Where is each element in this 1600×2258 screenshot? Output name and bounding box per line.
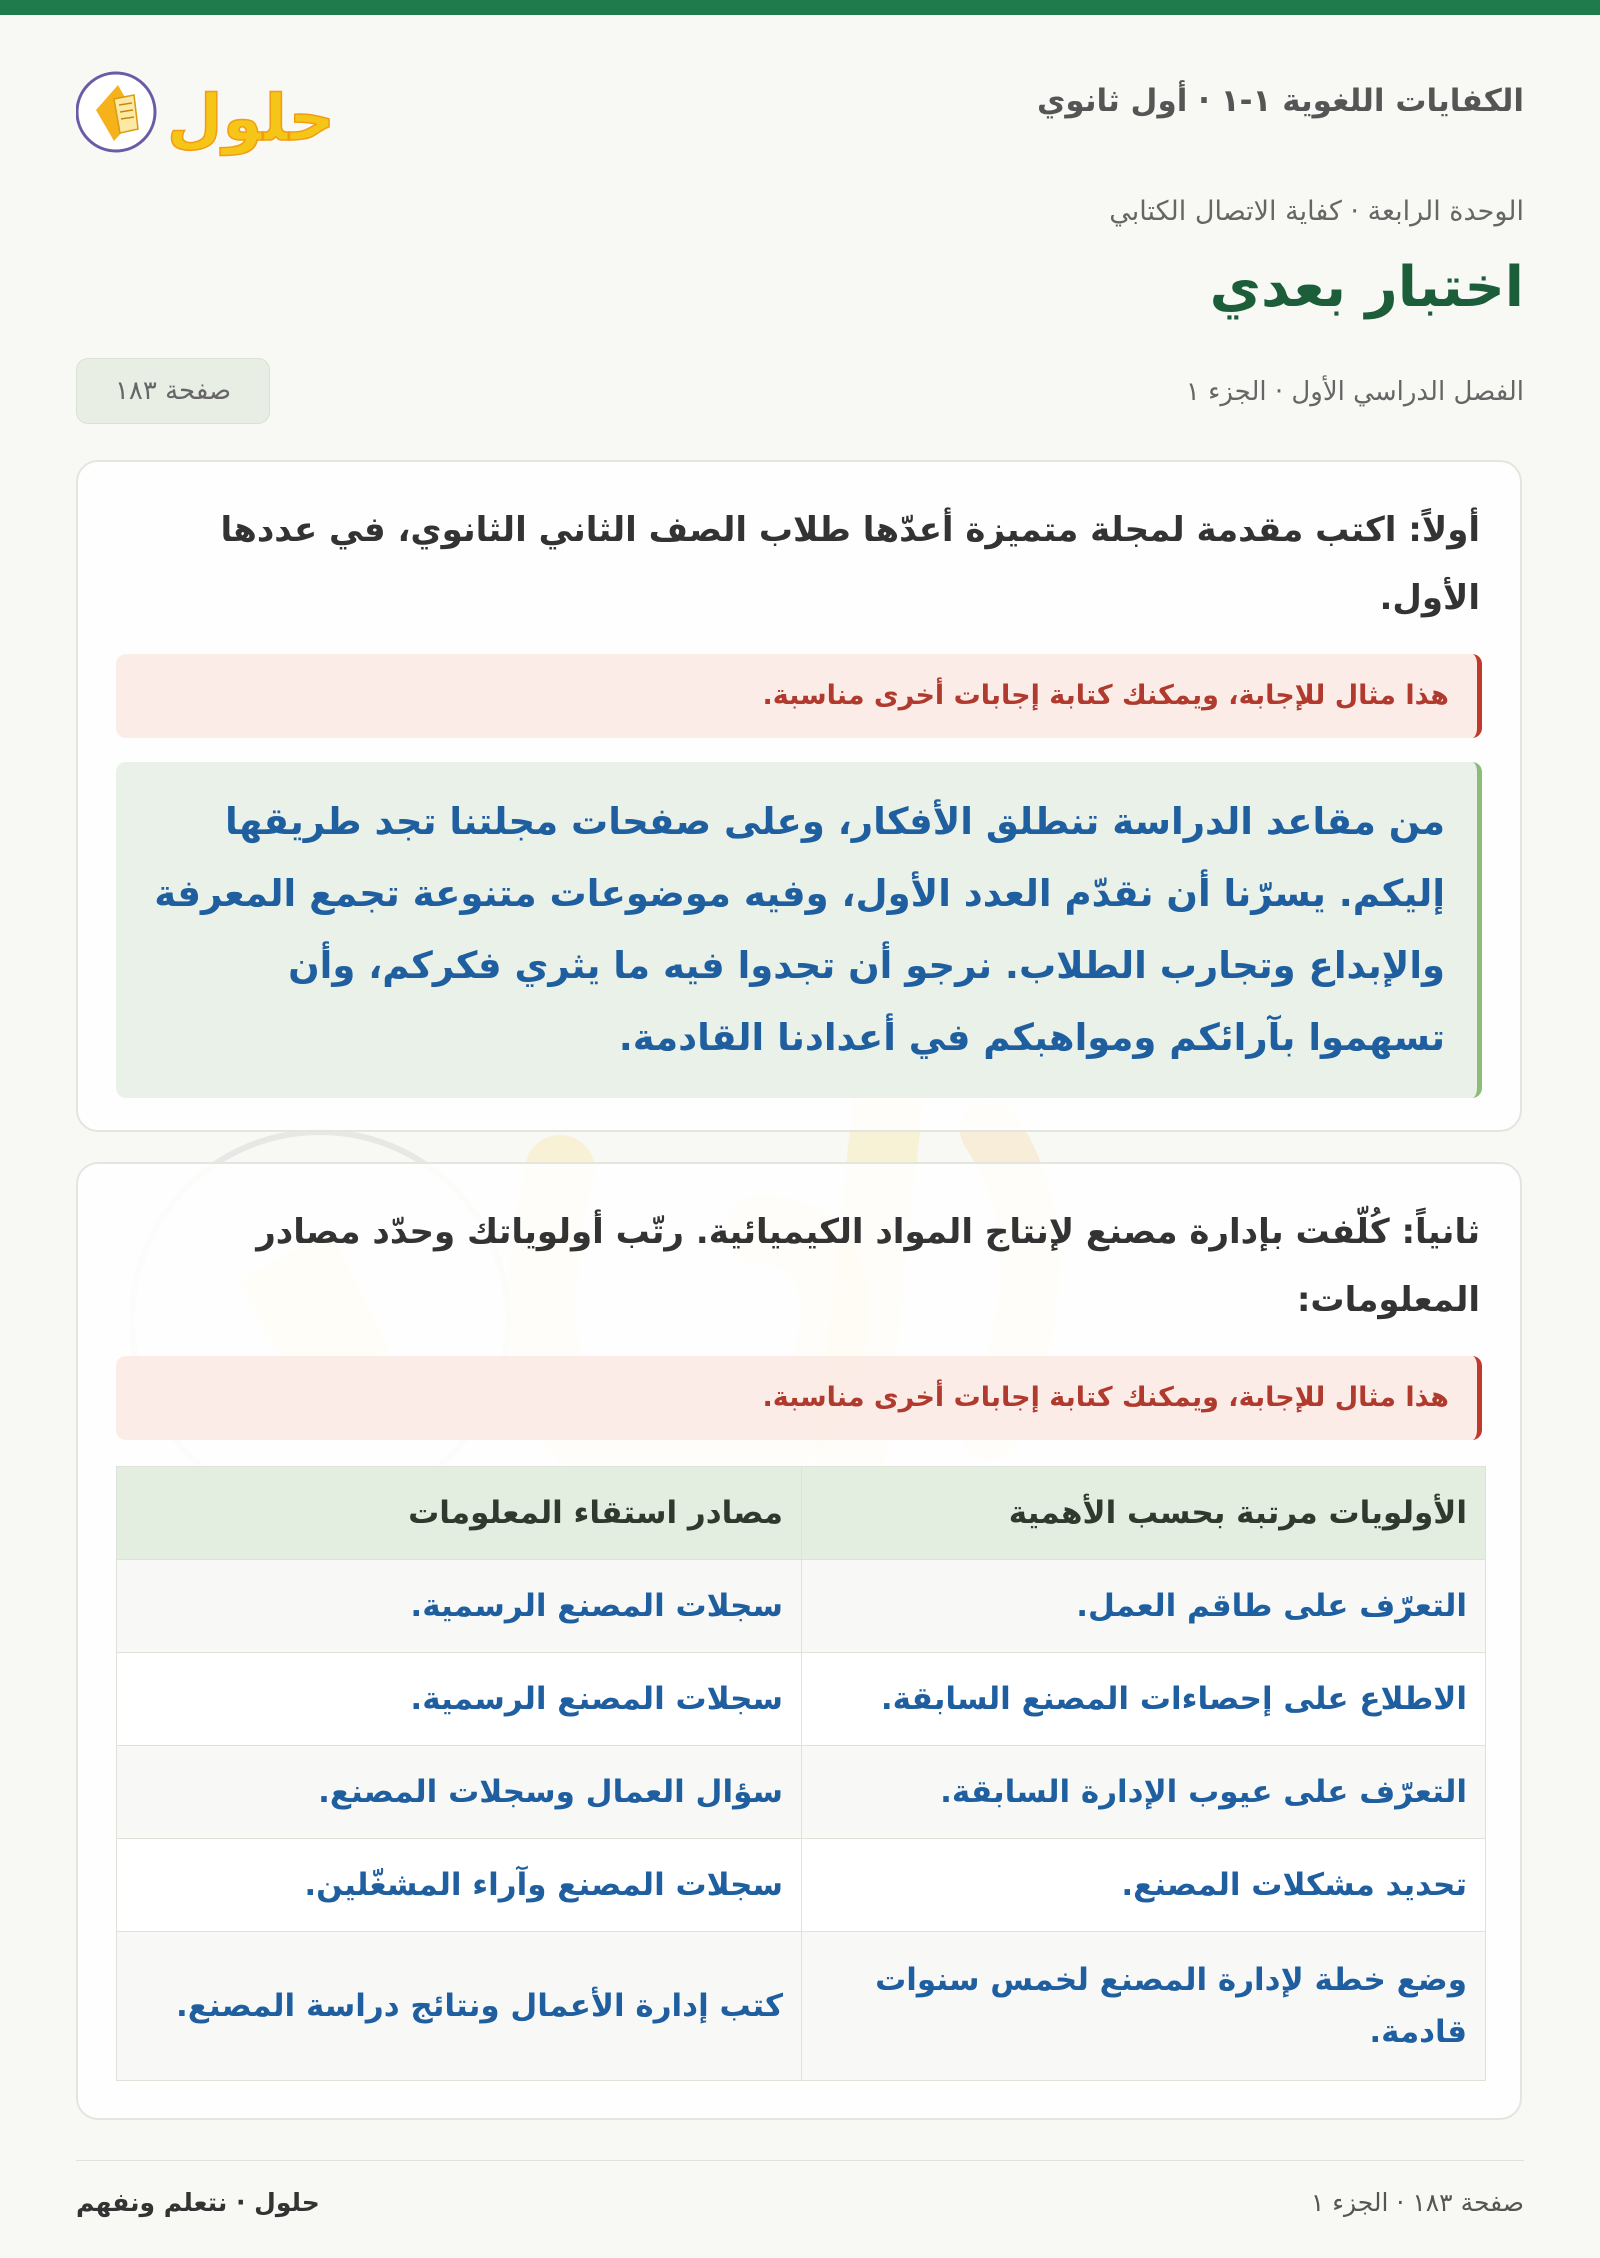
priority-cell: وضع خطة لإدارة المصنع لخمس سنوات قادمة. xyxy=(802,1932,1486,2081)
footer-divider xyxy=(76,2160,1524,2161)
table-row xyxy=(117,1746,1486,1839)
question-card-1 xyxy=(76,460,1522,1132)
table-header-row xyxy=(117,1467,1486,1560)
table-row xyxy=(117,1932,1486,2081)
source-cell: سجلات المصنع الرسمية. xyxy=(117,1560,802,1653)
footer-page-info: صفحة ١٨٣ · الجزء ١ xyxy=(1310,2188,1524,2217)
priority-cell: التعرّف على طاقم العمل. xyxy=(802,1560,1486,1653)
footer-brand: حلول · نتعلم ونفهم xyxy=(76,2188,320,2217)
hulul-logo-icon[interactable] xyxy=(76,55,336,165)
logo-text: حلول xyxy=(167,82,335,156)
source-cell: سؤال العمال وسجلات المصنع. xyxy=(117,1746,802,1839)
page-title: اختبار بعدي xyxy=(1209,255,1524,320)
question-2-text: ثانياً: كُلّفت بإدارة مصنع لإنتاج المواد الكيميائية. رتّب أولوياتك وحدّد مصادر المعلومات: xyxy=(256,1212,1480,1320)
source-cell: سجلات المصنع وآراء المشغّلين. xyxy=(117,1839,802,1932)
question-card-2 xyxy=(76,1162,1522,2120)
unit-breadcrumb: الوحدة الرابعة · كفاية الاتصال الكتابي xyxy=(1109,196,1524,227)
page-header xyxy=(76,55,1524,165)
source-cell: سجلات المصنع الرسمية. xyxy=(117,1653,802,1746)
top-accent-bar xyxy=(0,0,1600,15)
header-sources: مصادر استقاء المعلومات xyxy=(117,1467,802,1560)
table-row xyxy=(117,1560,1486,1653)
question-1-text: أولاً: اكتب مقدمة لمجلة متميزة أعدّها طلاب الصف الثاني الثانوي، في عددها الأول. xyxy=(220,510,1480,618)
priority-cell: تحديد مشكلات المصنع. xyxy=(802,1839,1486,1932)
book-title: الكفايات اللغوية ١-١ · أول ثانوي xyxy=(1037,83,1524,119)
table-row xyxy=(117,1653,1486,1746)
priority-cell: الاطلاع على إحصاءات المصنع السابقة. xyxy=(802,1653,1486,1746)
answer-1-text: من مقاعد الدراسة تنطلق الأفكار، وعلى صفحات مجلتنا تجد طريقها إليكم. يسرّنا أن نقدّم العدد الأول، وفيه موضوعات متنوعة تجمع المعرفة والإبداع وتجارب الطلاب. نرجو أن تجدوا فيه ما يثري فكركم، وأن تسهموا بآرائكم ومواهبكم في أعدادنا القادمة. xyxy=(116,762,1482,1098)
semester-info: الفصل الدراسي الأول · الجزء ١ xyxy=(1185,377,1524,407)
answer-note-1: هذا مثال للإجابة، ويمكنك كتابة إجابات أخرى مناسبة. xyxy=(116,654,1482,738)
source-cell: كتب إدارة الأعمال ونتائج دراسة المصنع. xyxy=(117,1932,802,2081)
priorities-table xyxy=(116,1466,1486,2081)
table-row xyxy=(117,1839,1486,1932)
answer-note-2: هذا مثال للإجابة، ويمكنك كتابة إجابات أخرى مناسبة. xyxy=(116,1356,1482,1440)
page-number-badge: صفحة ١٨٣ xyxy=(76,358,270,424)
header-priorities: الأولويات مرتبة بحسب الأهمية xyxy=(802,1467,1486,1560)
priority-cell: التعرّف على عيوب الإدارة السابقة. xyxy=(802,1746,1486,1839)
